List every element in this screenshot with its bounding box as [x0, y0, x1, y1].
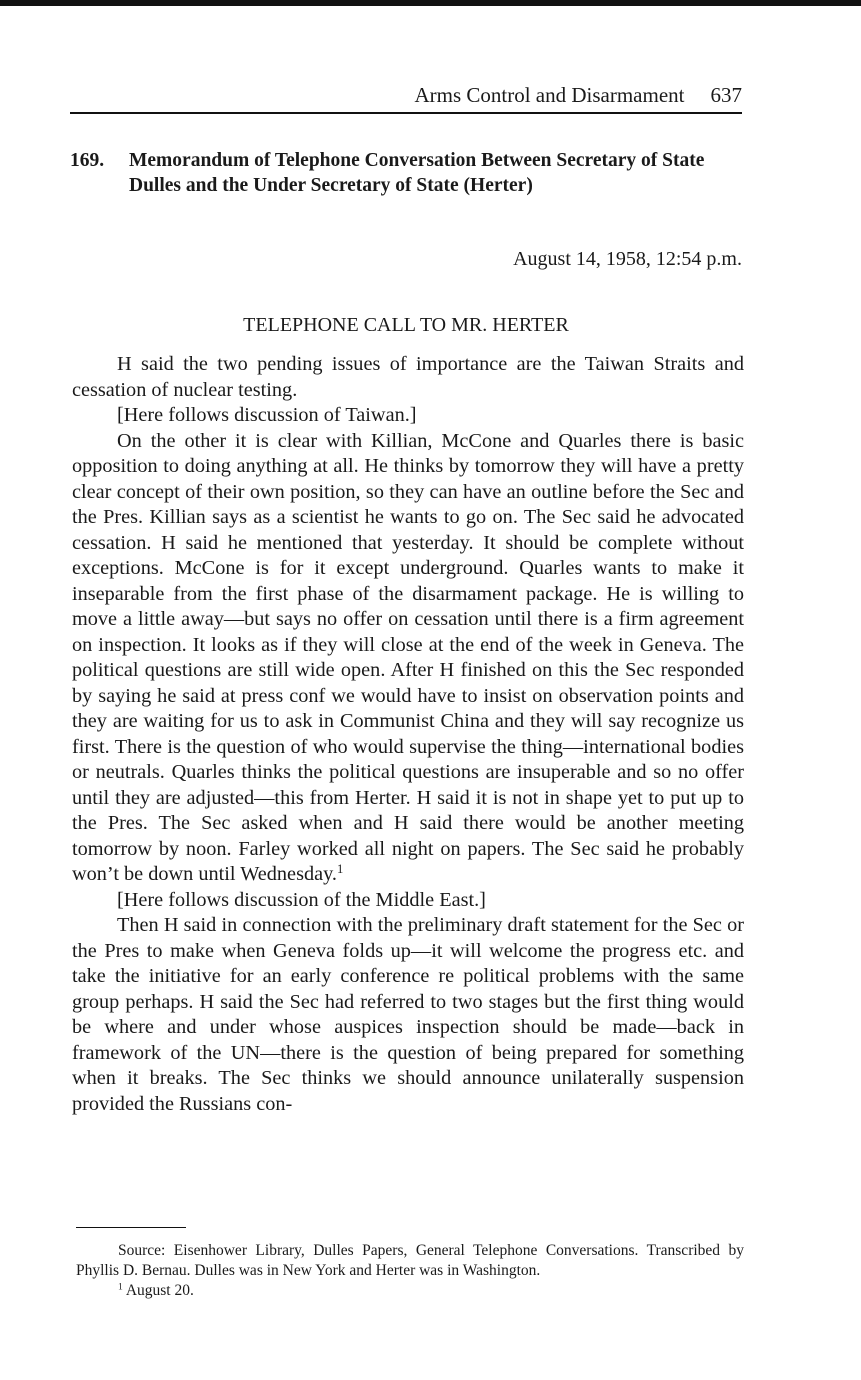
body-text	[72, 352, 744, 1117]
paragraph-2: [Here follows discussion of Taiwan.]	[117, 404, 417, 426]
footnote-1-marker: 1	[118, 1281, 123, 1293]
source-note: Source: Eisenhower Library, Dulles Papers, General Telephone Conversations. Transcribed by Phyllis D. Bernau. Dulles was in New York and Herter was in Washington.	[76, 1242, 744, 1279]
running-head-title: Arms Control and Disarmament	[414, 83, 685, 107]
document-number: 169.	[70, 150, 105, 171]
paragraph-3-text: On the other it is clear with Killian, McCone and Quarles there is basic opposition to doing anything at all. He thinks by tomorrow they will have a pretty clear concept of their own position, so they can have an outline before the Sec and the Pres. Killian says as a scientist he wants to go on. The Sec said he advocated cessation. H said he mentioned that yesterday. It should be complete without exceptions. McCone is for it except underground. Quarles wants to make it inseparable from the first phase of the disarmament package. He is willing to move a little away—but says no offer on cessation until there is a firm agreement on inspection. It looks as if they will close at the end of the week in Geneva. The political questions are still wide open. After H finished on this the Sec responded by saying he said at press conf we would have to insist on observation points and they are waiting for us to ask in Communist China and they will say recognize us first. There is the question of who would supervise the thing—international bodies or neutrals. Quarles thinks the political questions are insuperable and so no offer until they are adjusted—this from Herter. H said it is not in shape yet to put up to the Pres. The Sec asked when and H said there would be another meeting tomorrow by noon. Farley worked all night on papers. The Sec said he probably won’t be down until Wednesday.	[72, 429, 744, 885]
dateline: August 14, 1958, 12:54 p.m.	[513, 248, 742, 270]
footnote-1	[76, 1281, 744, 1301]
page-number: 637	[710, 83, 742, 107]
document-title: Memorandum of Telephone Conversation Between Secretary of State Dulles and the Under Secretary of State (Herter)	[129, 150, 705, 196]
document-heading	[70, 148, 742, 198]
header-rule	[70, 112, 742, 114]
paragraph-4: [Here follows discussion of the Middle East.]	[117, 888, 486, 911]
running-head	[70, 80, 742, 110]
footnote-rule	[76, 1227, 186, 1228]
paragraph-5: Then H said in connection with the preliminary draft statement for the Sec or the Pres to make when Geneva folds up—it will welcome the progress etc. and take the initiative for an early conference re political problems with the same group perhaps. H said the Sec had referred to two stages but the first thing would be where and under whose auspices inspection should be made—back in framework of the UN—there is the question of being prepared for something when it breaks. The Sec thinks we should announce unilaterally suspension provided the Russians con-	[72, 914, 744, 1115]
footnote-1-text: August 20.	[122, 1282, 194, 1299]
document-subtitle: TELEPHONE CALL TO MR. HERTER	[243, 314, 569, 336]
footnote-ref-1[interactable]: 1	[337, 862, 344, 877]
paragraph-1: H said the two pending issues of importance are the Taiwan Straits and cessation of nuclear testing.	[72, 353, 744, 401]
footnotes	[76, 1241, 744, 1301]
page-top-edge	[0, 0, 861, 6]
paragraph-3	[72, 429, 744, 888]
